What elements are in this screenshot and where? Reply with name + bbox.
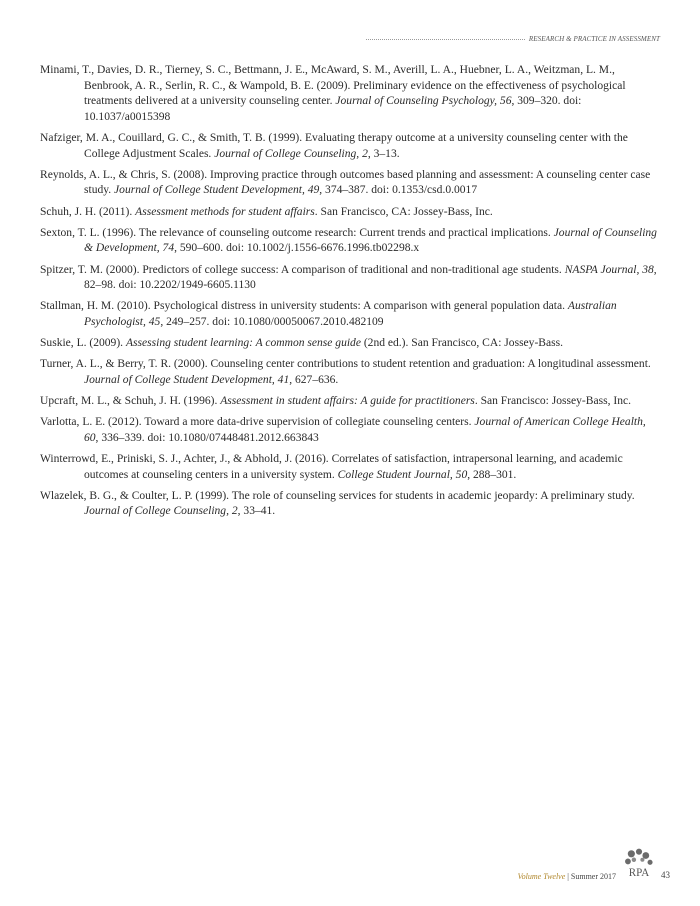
reference-source-italic: Journal of American College Health, 60 [84,416,646,444]
reference-source-italic: Journal of College Student Development, 49 [114,184,320,197]
rpa-logo-icon [622,847,656,881]
reference-text: , 249–257. doi: 10.1080/00050067.2010.482109 [160,315,384,328]
reference-entry [40,336,658,352]
reference-text: , 336–339. doi: 10.1080/07448481.2012.663843 [95,431,319,444]
reference-source-italic: Assessment methods for student affairs [135,205,315,218]
reference-source-italic: Journal of College Counseling, 2 [84,505,238,518]
reference-source-italic: Australian Psychologist, 45 [84,300,617,328]
reference-source-italic: Journal of College Counseling, 2 [214,147,368,160]
reference-source-italic: Assessment in student affairs: A guide for practitioners [220,395,475,408]
reference-entry [40,415,658,446]
reference-entry [40,452,658,483]
reference-text: , 374–387. doi: 0.1353/csd.0.0017 [319,184,478,197]
reference-entry [40,394,658,410]
reference-entry [40,226,658,257]
reference-source-italic: NASPA Journal, 38 [564,263,654,276]
reference-text: Minami, T., Davies, D. R., Tierney, S. C., Bettmann, J. E., McAward, S. M., Averill, L. A., Huebner, L. A., Weitzman, L. M., Benbrook, A. R., Serlin, R. C., & Wampold, B. E. (2009). Preliminary evidence on the effectiveness of psychological treatments delivered at a university counseling center. [40,64,626,108]
reference-text: Reynolds, A. L., & Chris, S. (2008). Improving practice through outcomes based planning and assessment: A counseling center case study. [40,168,651,197]
reference-source-italic: Journal of College Student Development, 41 [84,373,290,386]
reference-source-italic: Journal of Counseling Psychology, 56 [335,95,512,108]
reference-list [40,63,658,526]
reference-text: . San Francisco: Jossey-Bass, Inc. [474,395,631,408]
page-footer [518,847,670,881]
reference-text: (2nd ed.). San Francisco, CA: Jossey-Bass. [360,337,564,350]
reference-text: , 590–600. doi: 10.1002/j.1556-6676.1996.tb02298.x [174,242,420,255]
reference-text: Winterrowd, E., Priniski, S. J., Achter, J., & Abhold, J. (2016). Correlates of satisfaction, intrapersonal learning, and academic outcomes at counseling centers in a university system. [40,453,623,481]
reference-entry [40,299,658,330]
reference-text: Turner, A. L., & Berry, T. R. (2000). Counseling center contributions to student retention and graduation: A longitudinal assessment. [40,358,651,371]
reference-text: Upcraft, M. L., & Schuh, J. H. (1996). [40,395,221,408]
reference-text: Spitzer, T. M. (2000). Predictors of college success: A comparison of traditional and non-traditional age students. [40,263,565,276]
reference-text: , 309–320. doi: 10.1037/a0015398 [84,95,582,123]
footer-separator: | [567,872,569,881]
reference-text: Stallman, H. M. (2010). Psychological distress in university students: A comparison with general population data. [40,300,568,313]
reference-entry [40,131,658,162]
running-head [366,33,660,45]
reference-text: , 288–301. [467,468,517,481]
reference-source-italic: College Student Journal, 50 [337,468,468,481]
rpa-logo-text: RPA [628,866,650,879]
reference-entry [40,205,658,221]
page-number: 43 [661,870,670,880]
reference-text: , 33–41. [237,505,276,518]
reference-text: , 627–636. [289,373,339,386]
reference-text: Varlotta, L. E. (2012). Toward a more data-drive supervision of collegiate counseling centers. [40,416,475,429]
reference-text: Sexton, T. L. (1996). The relevance of counseling outcome research: Current trends and practical implications. [40,226,554,239]
reference-entry [40,168,658,199]
reference-text: , 82–98. doi: 10.2202/1949-6605.1130 [84,263,657,292]
footer-issue: Summer 2017 [570,872,616,881]
reference-text: . San Francisco, CA: Jossey-Bass, Inc. [314,205,493,218]
running-head-title: RESEARCH & PRACTICE IN ASSESSMENT [528,35,660,43]
reference-text: Nafziger, M. A., Couillard, G. C., & Smith, T. B. (1999). Evaluating therapy outcome at a university counseling center with the College Adjustment Scales. [40,131,628,160]
reference-text: Wlazelek, B. G., & Coulter, L. P. (1999). The role of counseling services for students in academic jeopardy: A preliminary study. [40,489,635,502]
reference-entry [40,357,658,388]
reference-source-italic: Journal of Counseling & Development, 74 [84,226,657,255]
reference-source-italic: Assessing student learning: A common sense guide [125,337,361,350]
reference-text: , 3–13. [367,147,400,160]
reference-entry [40,263,658,294]
reference-text: Suskie, L. (2009). [40,337,126,350]
footer-volume: Volume Twelve [517,872,566,881]
reference-entry [40,63,658,125]
running-head-dotted-rule [366,39,525,40]
reference-entry [40,489,658,520]
reference-text: Schuh, J. H. (2011). [40,205,136,218]
